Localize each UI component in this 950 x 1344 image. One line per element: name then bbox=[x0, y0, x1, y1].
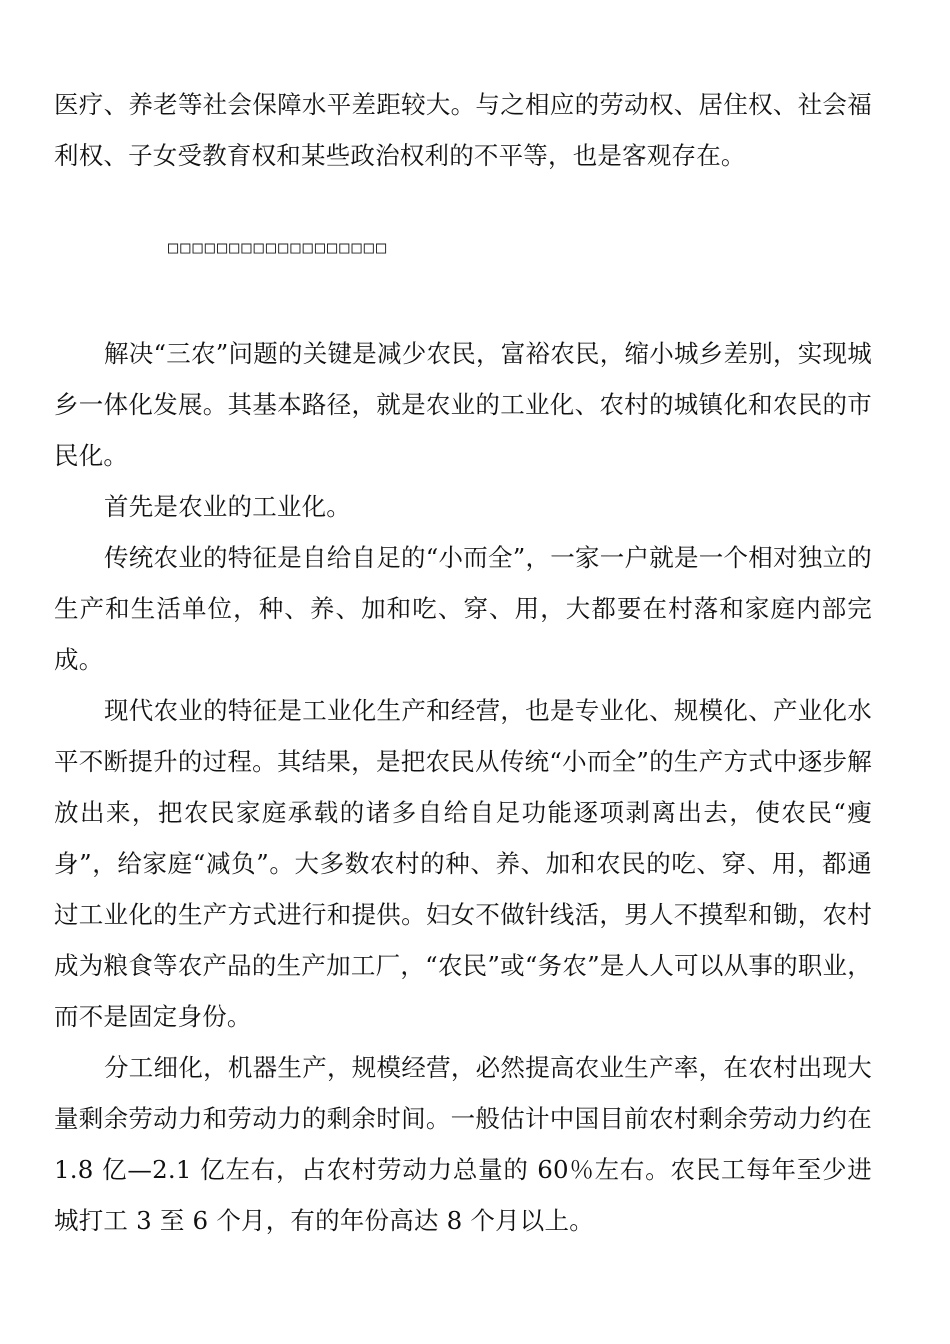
section-heading: □□□□□□□□□□□□□□□□□□ bbox=[168, 238, 389, 258]
body-paragraph: 解决“三农”问题的关键是减少农民，富裕农民，缩小城乡差别，实现城乡一体化发展。其基本路径，就是农业的工业化、农村的城镇化和农民的市民化。 bbox=[54, 339, 872, 470]
body-paragraph: 传统农业的特征是自给自足的“小而全”，一家一户就是一个相对独立的生产和生活单位，种、养、加和吃、穿、用，大都要在村落和家庭内部完成。 bbox=[54, 543, 872, 674]
body-paragraph: 首先是农业的工业化。 bbox=[104, 492, 351, 521]
body-paragraph: 分工细化，机器生产，规模经营，必然提高农业生产率，在农村出现大量剩余劳动力和劳动力的剩余时间。一般估计中国目前农村剩余劳动力约在 1.8 亿—2.1 亿左右，占农村劳动力总量的 60％左右。农民工每年至少进城打工 3 至 6 个月，有的年份高达 8 个月以上。 bbox=[54, 1053, 872, 1235]
intro-text-block bbox=[54, 79, 872, 181]
body-paragraph: 现代农业的特征是工业化生产和经营，也是专业化、规模化、产业化水平不断提升的过程。其结果，是把农民从传统“小而全”的生产方式中逐步解放出来，把农民家庭承载的诸多自给自足功能逐项剥离出去，使农民“瘦身”，给家庭“减负”。大多数农村的种、养、加和农民的吃、穿、用，都通过工业化的生产方式进行和提供。妇女不做针线活，男人不摸犁和锄，农村成为粮食等农产品的生产加工厂，“农民”或“务农”是人人可以从事的职业，而不是固定身份。 bbox=[54, 696, 872, 1031]
body-text-block bbox=[54, 328, 872, 1246]
intro-paragraph: 医疗、养老等社会保障水平差距较大。与之相应的劳动权、居住权、社会福利权、子女受教育权和某些政治权利的不平等，也是客观存在。 bbox=[54, 90, 872, 170]
